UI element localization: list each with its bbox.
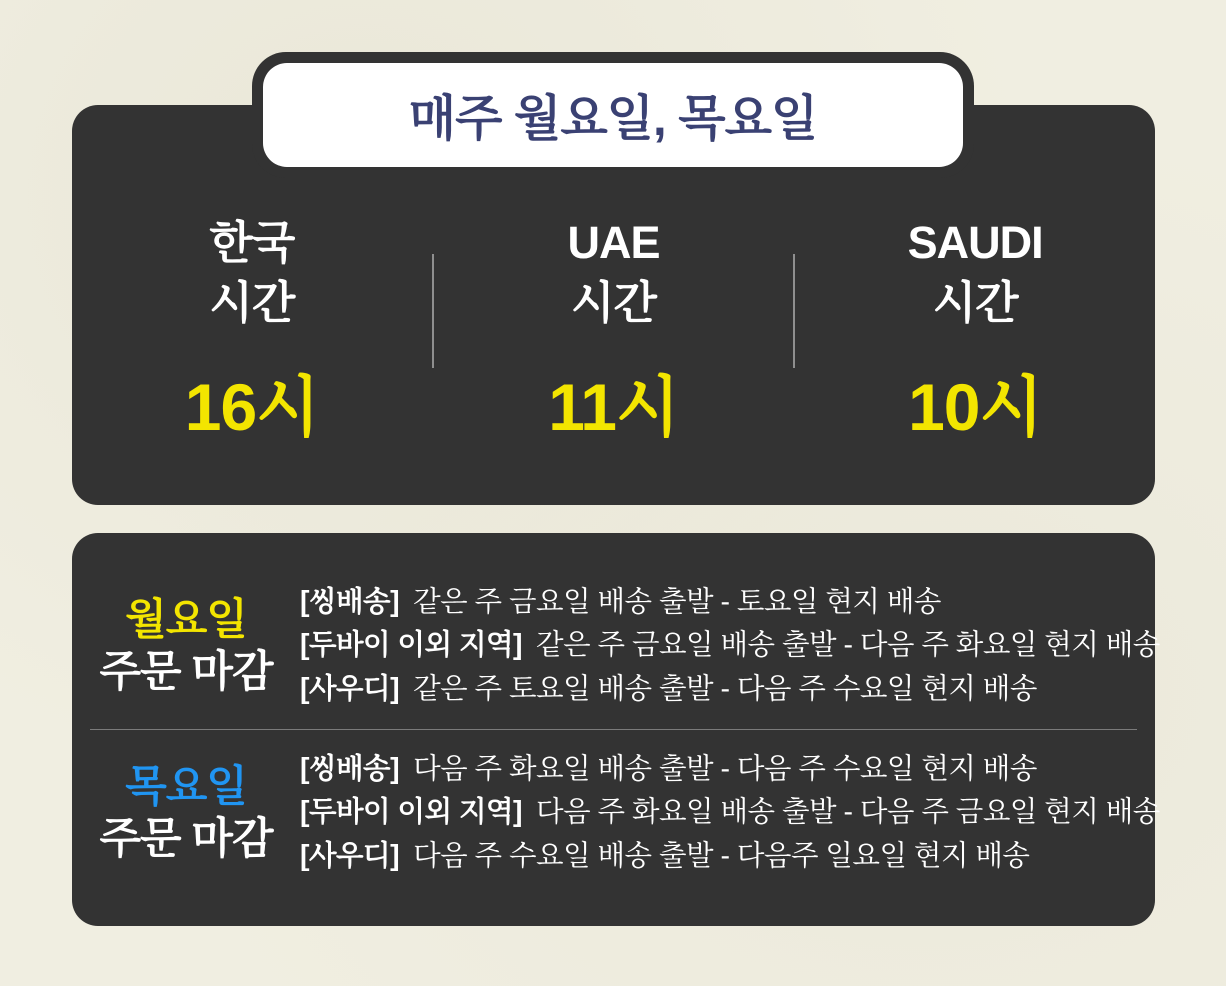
item-tag: [씽배송] [300,752,400,785]
item-text: 같은 주 금요일 배송 출발 - 토요일 현지 배송 [413,585,941,618]
item-tag: [두바이 이외 지역] [300,796,523,829]
cutoff-columns [72,161,1155,449]
thursday-subtitle: 주문 마감 [99,815,273,863]
korea-time: 16시 [184,369,319,444]
item-text: 다음 주 화요일 배송 출발 - 다음 주 금요일 현지 배송 [536,796,1160,829]
saudi-unit: 시간 [932,276,1018,328]
item-tag: [씽배송] [300,585,400,618]
monday-row-label [72,594,300,699]
saudi-time: 10시 [908,369,1043,444]
uae-region: UAE [567,217,660,269]
thursday-deadline-row [72,730,1160,896]
item-text: 같은 주 금요일 배송 출발 - 다음 주 화요일 현지 배송 [536,629,1160,662]
uae-label [434,213,794,332]
list-item [300,791,1160,835]
thursday-row-label [72,761,300,866]
item-tag: [두바이 이외 지역] [300,629,523,662]
korea-unit: 시간 [209,276,295,328]
thursday-items [300,748,1174,879]
saudi-region: SAUDI [907,217,1043,269]
list-item [300,748,1160,792]
uae-time: 11시 [548,369,679,444]
monday-deadline-row [72,563,1160,729]
schedule-badge-inner [263,63,963,167]
badge-title: 매주 월요일, 목요일 [408,92,818,146]
list-item [300,835,1160,879]
list-item [300,624,1160,668]
item-tag: [사우디] [300,672,400,705]
saudi-label [795,213,1155,332]
list-item [300,581,1160,625]
monday-subtitle: 주문 마감 [99,648,273,696]
time-column-saudi [795,213,1155,449]
uae-unit: 시간 [571,276,656,328]
schedule-badge [252,52,974,178]
item-tag: [사우디] [300,839,400,872]
monday-items [300,581,1174,712]
item-text: 다음 주 화요일 배송 출발 - 다음 주 수요일 현지 배송 [413,752,1037,785]
delivery-schedule-panel [72,533,1160,926]
list-item [300,668,1160,712]
time-column-uae [434,213,794,449]
thursday-day-label: 목요일 [125,762,247,811]
monday-day-label: 월요일 [125,595,247,644]
time-column-korea [72,213,432,449]
korea-label [72,213,432,332]
item-text: 다음 주 수요일 배송 출발 - 다음주 일요일 현지 배송 [413,839,1030,872]
korea-region: 한국 [209,217,295,269]
item-text: 같은 주 토요일 배송 출발 - 다음 주 수요일 현지 배송 [413,672,1037,705]
